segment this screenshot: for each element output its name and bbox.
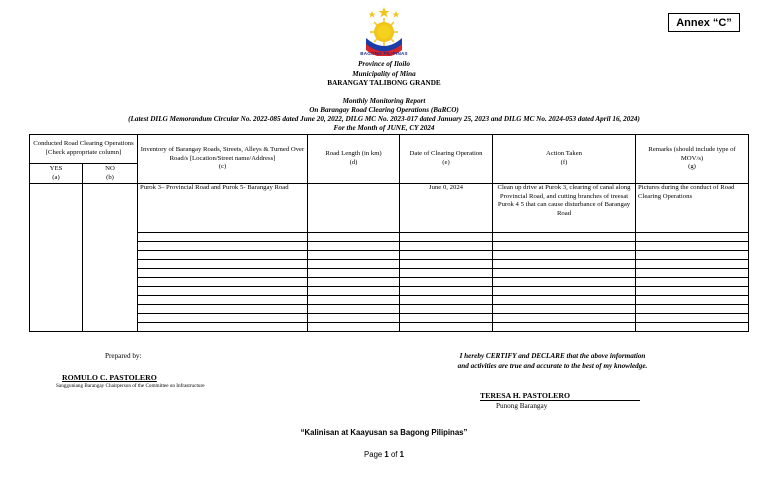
inventory-cell: Purok 3– Provincial Road and Purok 5- Barangay Road bbox=[138, 184, 308, 233]
certification-line-2: and activities are true and accurate to the best of my knowledge. bbox=[457, 362, 648, 370]
table-row bbox=[30, 233, 749, 242]
table-row bbox=[30, 296, 749, 305]
certifier-name: TERESA H. PASTOLERO bbox=[480, 391, 640, 401]
table-row bbox=[30, 305, 749, 314]
page-of: of bbox=[390, 450, 398, 459]
reporting-period: For the Month of JUNE, CY 2024 bbox=[333, 124, 435, 132]
table-row bbox=[30, 278, 749, 287]
province: Province of Iloilo bbox=[358, 60, 410, 68]
prepared-by-label: Prepared by: bbox=[105, 352, 142, 360]
col-date-header: Date of Clearing Operation (e) bbox=[400, 135, 493, 184]
annex-label: Annex “C” bbox=[668, 13, 740, 32]
report-title: Monthly Monitoring Report bbox=[342, 97, 426, 105]
date-cell: June 0, 2024 bbox=[400, 184, 493, 233]
monitoring-table bbox=[29, 134, 749, 332]
barangay-name: BARANGAY TALIBONG GRANDE bbox=[327, 79, 441, 87]
no-cell bbox=[83, 184, 138, 332]
page-number bbox=[0, 450, 768, 459]
table-row bbox=[30, 269, 749, 278]
table-row bbox=[30, 314, 749, 323]
remarks-cell: Pictures during the conduct of Road Clearing Operations bbox=[636, 184, 749, 233]
col-no-header: NO (b) bbox=[83, 164, 138, 184]
col-inventory-header: Inventory of Barangay Roads, Streets, Alleys & Turned Over Road/s [Location/Street name/Address] (c) bbox=[138, 135, 308, 184]
action-cell: Clean up drive at Purok 3, clearing of canal along Provincial Road, and cutting branches of treesat Purok 4 5 that can cause disturbance of Barangay Road bbox=[493, 184, 636, 233]
table-row bbox=[30, 287, 749, 296]
reference-line: (Latest DILG Memorandum Circular No. 2022-085 dated June 20, 2022, DILG MC No. 2023-017 dated January 25, 2023 and DILG MC No. 2024-053 dated April 16, 2024) bbox=[128, 115, 640, 123]
table-row bbox=[30, 251, 749, 260]
page-current: 1 bbox=[384, 450, 389, 459]
municipality: Municipality of Mina bbox=[352, 70, 416, 78]
length-cell bbox=[308, 184, 400, 233]
table-row bbox=[30, 260, 749, 269]
col-yes-header: YES (a) bbox=[30, 164, 83, 184]
col-conducted-header: Conducted Road Clearing Operations [Check appropriate column] bbox=[30, 135, 138, 164]
page-prefix: Page bbox=[364, 450, 383, 459]
bagong-pilipinas-seal-icon bbox=[358, 4, 410, 56]
table-row bbox=[30, 323, 749, 332]
logo-text: BAGONG PILIPINAS bbox=[360, 51, 408, 56]
table-row bbox=[30, 242, 749, 251]
col-length-header: Road Length (in km) (d) bbox=[308, 135, 400, 184]
col-action-header: Action Taken (f) bbox=[493, 135, 636, 184]
header-row bbox=[30, 135, 749, 164]
report-subtitle: On Barangay Road Clearing Operations (BaRCO) bbox=[309, 106, 459, 114]
col-remarks-header: Remarks (should include type of MOV/s) (g) bbox=[636, 135, 749, 184]
certifier-title: Punong Barangay bbox=[496, 402, 548, 410]
yes-cell bbox=[30, 184, 83, 332]
preparer-title: Sangguniang Barangay Chairperson of the Committee on Infrastructure bbox=[56, 383, 205, 389]
motto: “Kalinisan at Kaayusan sa Bagong Pilipinas” bbox=[300, 428, 468, 437]
preparer-name: ROMULO C. PASTOLERO bbox=[62, 373, 157, 382]
page-total: 1 bbox=[399, 450, 404, 459]
certification-line-1: I hereby CERTIFY and DECLARE that the above information bbox=[459, 352, 646, 360]
table-row bbox=[30, 184, 749, 233]
